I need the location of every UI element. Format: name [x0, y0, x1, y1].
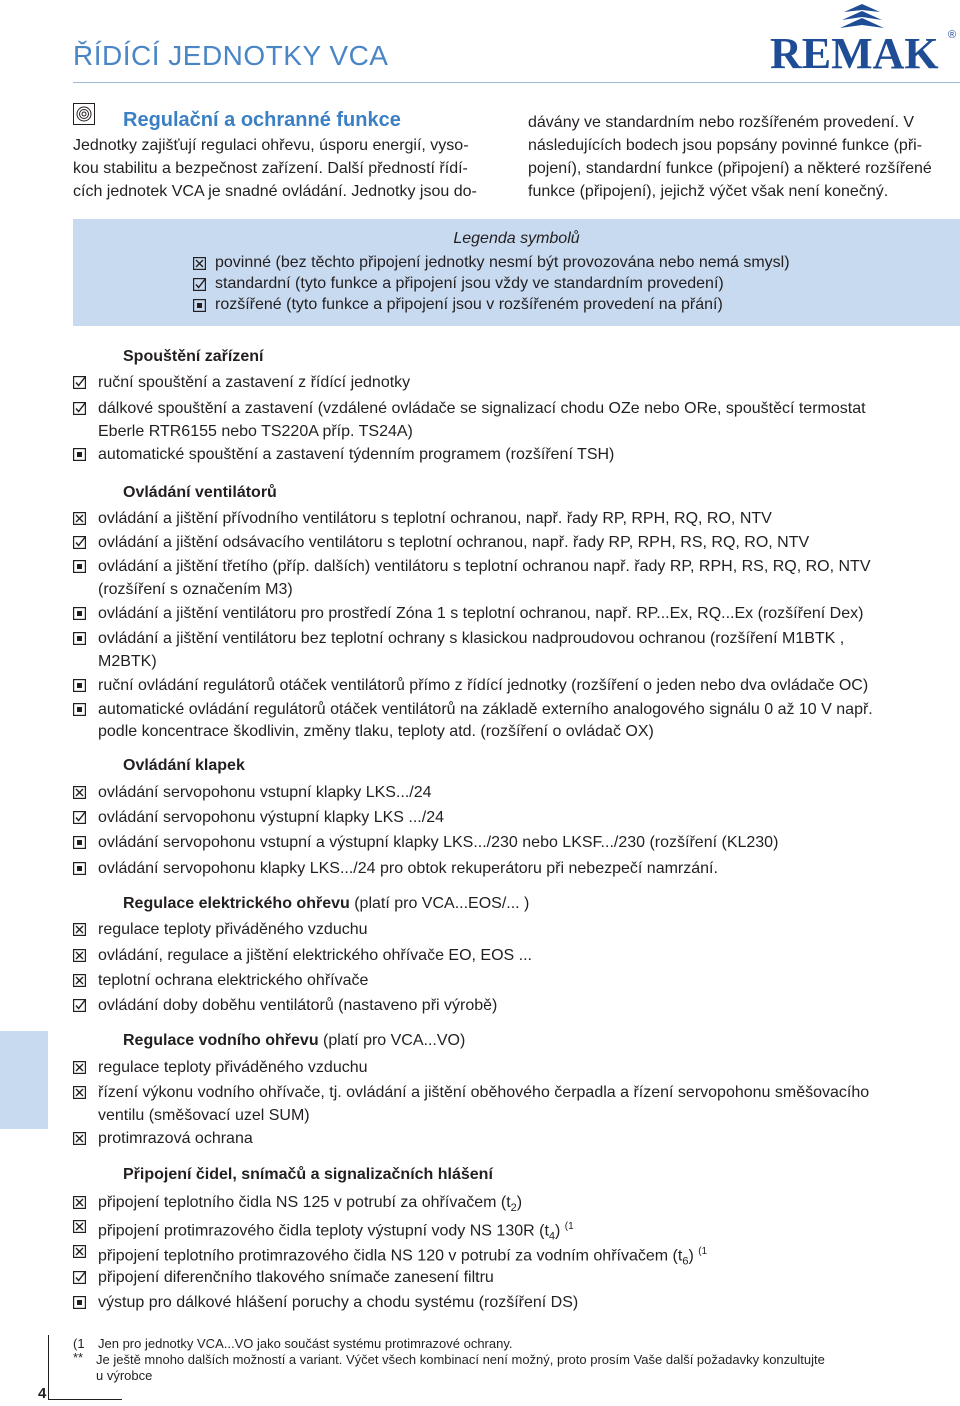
footnote-2-mark: **: [73, 1350, 84, 1365]
standard-check-icon: [73, 999, 86, 1012]
footnote-1-text: Jen pro jednotky VCA...VO jako součást systému protimrazové ochrany.: [98, 1336, 513, 1351]
legend-row-mandatory: [193, 254, 790, 272]
subscript: 2: [510, 1202, 517, 1215]
mandatory-x-icon: [73, 1196, 86, 1209]
page-header-title: ŘÍDÍCÍ JEDNOTKY VCA: [73, 40, 389, 71]
legend-text: rozšířené (tyto funkce a připojení jsou v rozšířeném provedení na přání): [215, 296, 723, 313]
standard-check-icon: [73, 376, 86, 389]
item-text-main: připojení teplotního protimrazového čidla NS 120 v potrubí za vodním ohřívačem (t: [98, 1247, 683, 1265]
item-text: (rozšíření s označením M3): [98, 581, 293, 598]
intro-left-line: kou stabilitu a bezpečnost zařízení. Další předností řídí-: [73, 160, 468, 177]
standard-check-icon: [193, 278, 206, 291]
item-text: regulace teploty přiváděného vzduchu: [98, 1059, 368, 1076]
closing-paren: ): [516, 1194, 523, 1211]
mandatory-x-icon: [73, 1220, 86, 1233]
standard-check-icon: [73, 402, 86, 415]
remak-logo: [770, 4, 960, 72]
header-divider: [73, 82, 960, 83]
section-title-startup: Spouštění zařízení: [123, 348, 264, 365]
item-text-main: připojení teplotního čidla NS 125 v potrubí za ohřívačem (t: [98, 1194, 511, 1211]
item-text: ovládání servopohonu vstupní klapky LKS.../24: [98, 784, 432, 801]
legend-text: povinné (bez těchto připojení jednotky nesmí být provozována nebo nemá smysl): [215, 254, 790, 271]
extended-dot-icon: [73, 632, 86, 645]
section-title-fans: Ovládání ventilátorů: [123, 484, 277, 501]
section-title-electric-heating: [123, 895, 529, 913]
page-number: 4: [38, 1385, 47, 1402]
item-text: automatické ovládání regulátorů otáček ventilátorů na základě externího analogového signálu 0 až 10 V např.: [98, 701, 873, 718]
item-text: protimrazová ochrana: [98, 1130, 253, 1147]
intro-text-right: [528, 111, 960, 203]
item-text-main: připojení protimrazového čidla teploty výstupní vody NS 130R (t: [98, 1222, 549, 1240]
extended-dot-icon: [73, 836, 86, 849]
item-text: ovládání doby doběhu ventilátorů (nastaveno při výrobě): [98, 997, 498, 1014]
symbol-legend: [73, 219, 960, 326]
intro-right-line: pojení), standardní funkce (připojení) a některé rozšířené: [528, 160, 932, 177]
item-text: ruční ovládání regulátorů otáček ventilátorů přímo z řídící jednotky (rozšíření o jeden nebo dva ovládače OC): [98, 677, 869, 694]
section-title-suffix: (platí pro VCA...VO): [323, 1032, 466, 1049]
mandatory-x-icon: [73, 512, 86, 525]
item-text: ovládání servopohonu vstupní a výstupní klapky LKS.../230 nebo LKSF.../230 (rozšíření (KL230): [98, 834, 779, 851]
intro-left-line: cích jednotek VCA je snadné ovládání. Jednotky jsou do-: [73, 183, 477, 200]
item-text: podle koncentrace škodlivin, změny tlaku, teploty atd. (rozšíření o ovládač OX): [98, 723, 654, 740]
section-title-sensors: Připojení čidel, snímačů a signalizačních hlášení: [123, 1166, 493, 1183]
item-text: teplotní ochrana elektrického ohřívače: [98, 972, 369, 989]
subscript: 4: [548, 1230, 556, 1243]
section-title-suffix: (platí pro VCA...EOS/... ): [354, 895, 530, 912]
registered-mark: ®: [948, 29, 957, 41]
item-text: řízení výkonu vodního ohřívače, tj. ovládání a jištění oběhového čerpadla a řízení servopohonu směšovacího: [98, 1084, 870, 1101]
intro-text-left: [73, 134, 513, 203]
extended-dot-icon: [73, 1296, 86, 1309]
regulation-icon: [73, 103, 95, 125]
section-title-text: Regulace elektrického ohřevu: [123, 895, 350, 912]
extended-dot-icon: [73, 560, 86, 573]
intro-left-line: Jednotky zajišťují regulaci ohřevu, úsporu energií, vyso-: [73, 137, 469, 154]
mandatory-x-icon: [73, 923, 86, 936]
footnote-ref: (1: [564, 1221, 574, 1232]
intro-right-line: dávány ve standardním nebo rozšířeném provedení. V: [528, 114, 914, 131]
closing-paren: ): [555, 1222, 561, 1240]
legend-text: standardní (tyto funkce a připojení jsou vždy ve standardním provedení): [215, 275, 724, 292]
footnote-2-text-cont: u výrobce: [96, 1368, 153, 1383]
item-text: ventilu (směšovací uzel SUM): [98, 1107, 310, 1124]
extended-dot-icon: [73, 862, 86, 875]
extended-dot-icon: [73, 607, 86, 620]
section-title-water-heating: [123, 1032, 465, 1050]
extended-dot-icon: [73, 448, 86, 461]
logo-text: REMAK: [770, 29, 939, 72]
mandatory-x-icon: [73, 949, 86, 962]
standard-check-icon: [73, 536, 86, 549]
footnote-1-mark: (1: [73, 1336, 85, 1351]
section-title-text: Regulace vodního ohřevu: [123, 1032, 319, 1049]
item-text: ovládání a jištění přívodního ventilátoru s teplotní ochranou, např. řady RP, RPH, RQ, RO, NTV: [98, 510, 772, 527]
intro-title: Regulační a ochranné funkce: [123, 109, 401, 131]
item-text: výstup pro dálkové hlášení poruchy a chodu systému (rozšíření DS): [98, 1294, 579, 1311]
item-text: automatické spouštění a zastavení týdenním programem (rozšíření TSH): [98, 446, 615, 463]
intro-right-line: následujících bodech jsou popsány povinné funkce (při-: [528, 137, 923, 154]
extended-dot-icon: [73, 703, 86, 716]
legend-row-standard: [193, 275, 724, 293]
item-text: ruční spouštění a zastavení z řídící jednotky: [98, 374, 411, 391]
extended-dot-icon: [193, 299, 206, 312]
standard-check-icon: [73, 811, 86, 824]
item-text: M2BTK): [98, 653, 157, 670]
mandatory-x-icon: [73, 1061, 86, 1074]
closing-paren: ): [688, 1247, 694, 1265]
mandatory-x-icon: [193, 257, 206, 270]
section-title-dampers: Ovládání klapek: [123, 757, 245, 774]
item-text: Eberle RTR6155 nebo TS220A příp. TS24A): [98, 423, 413, 440]
legend-title: Legenda symbolů: [453, 230, 580, 247]
item-text: ovládání servopohonu klapky LKS.../24 pro obtok rekuperátoru při nebezpečí namrzání.: [98, 860, 718, 877]
subscript: 6: [682, 1255, 689, 1268]
footnote-ref: (1: [698, 1246, 708, 1257]
mandatory-x-icon: [73, 1132, 86, 1145]
item-text: ovládání a jištění odsávacího ventilátoru s teplotní ochranou, např. řady RP, RPH, RS, RQ, RO, NTV: [98, 534, 810, 551]
footnote-2-text: Je ještě mnoho dalších možností a variant. Výčet všech kombinací není možný, proto prosím Vaše další požadavky konzultujte: [96, 1352, 825, 1367]
item-text: regulace teploty přiváděného vzduchu: [98, 921, 368, 938]
mandatory-x-icon: [73, 1086, 86, 1099]
mandatory-x-icon: [73, 786, 86, 799]
item-text: připojení diferenčního tlakového snímače zanesení filtru: [98, 1269, 494, 1286]
legend-row-extended: [193, 296, 723, 314]
extended-dot-icon: [73, 679, 86, 692]
standard-check-icon: [73, 1271, 86, 1284]
item-text: ovládání a jištění ventilátoru pro prostředí Zóna 1 s teplotní ochranou, např. RP...Ex, RQ...Ex (rozšíření Dex): [98, 605, 864, 622]
item-text: ovládání servopohonu výstupní klapky LKS .../24: [98, 809, 444, 826]
mandatory-x-icon: [73, 974, 86, 987]
item-text: ovládání, regulace a jištění elektrického ohřívače EO, EOS ...: [98, 947, 532, 964]
item-text: ovládání a jištění ventilátoru bez teplotní ochrany s klasickou nadproudovou ochranou (rozšíření M1BTK ,: [98, 630, 845, 647]
intro-right-line: funkce (připojení), jejichž výčet však není konečný.: [528, 183, 889, 200]
page-number-divider: [48, 1335, 49, 1400]
item-text: ovládání a jištění třetího (příp. dalších) ventilátoru s teplotní ochranou např. řady RP, RPH, RS, RQ, RO, NTV: [98, 558, 871, 575]
mandatory-x-icon: [73, 1245, 86, 1258]
item-text: dálkové spouštění a zastavení (vzdálené ovládače se signalizací chodu OZe nebo ORe, spouštěcí termostat: [98, 400, 866, 417]
page-number-rule: [48, 1399, 122, 1400]
side-tab-marker: [0, 1031, 48, 1129]
